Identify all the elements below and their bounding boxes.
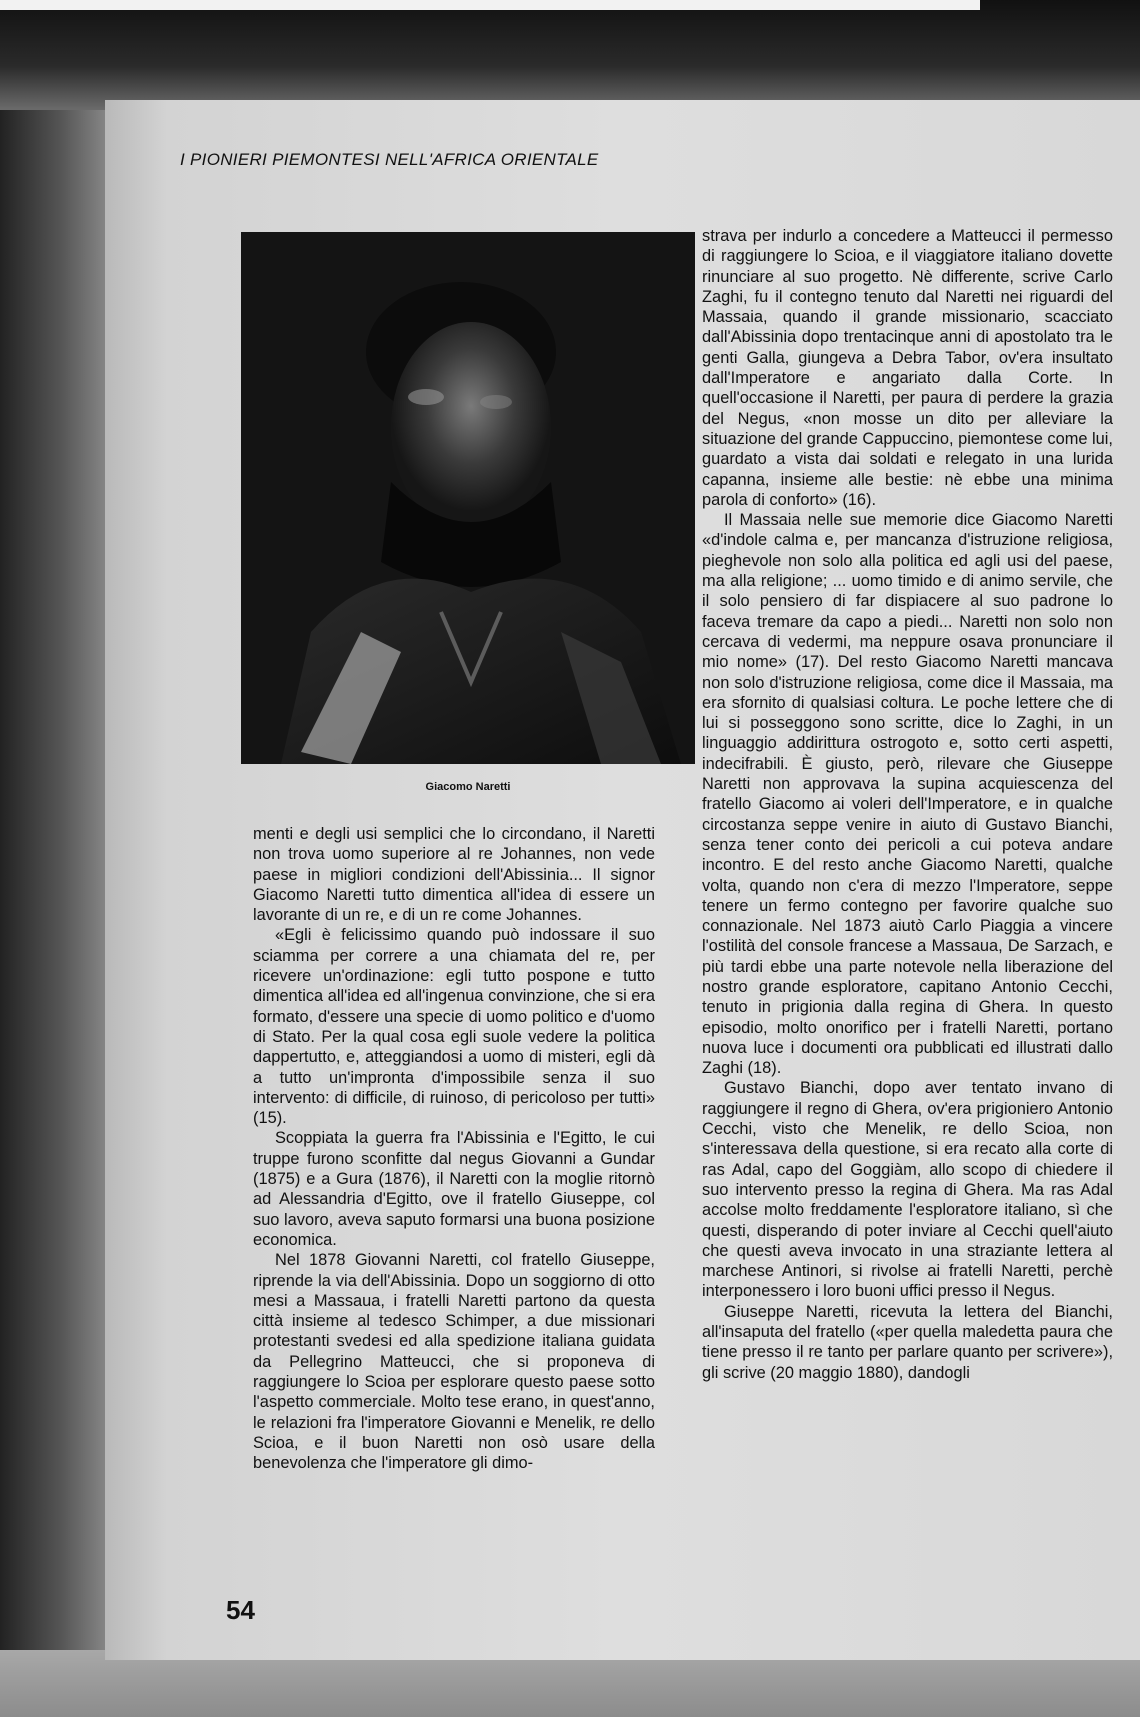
paragraph: Nel 1878 Giovanni Naretti, col fratello Giuseppe, riprende la via dell'Abissinia. Dopo un soggiorno di otto mesi a Massaua, i fratelli Naretti partono da questa città insieme al tedesco Schimper, a due missionari protestanti svedesi ed alla spedizione italiana guidata da Pellegrino Matteucci, che si proponeva di raggiungere lo Scioa per esplorare questo paese sotto l'aspetto commerciale. Molto tese erano, in quest'anno, le relazioni fra l'imperatore Giovanni e Menelik, re dello Scioa, e il buon Naretti non osò usare della benevolenza che l'imperatore gli dimo- xyxy=(253,1251,655,1473)
paragraph: strava per indurlo a concedere a Matteucci il permesso di raggiungere lo Scioa, e il viaggiatore italiano dovette rinunciare al suo progetto. Nè differente, scrive Carlo Zaghi, fu il contegno tenuto dal Naretti nei riguardi del Massaia, quando il grande missionario, scacciato dall'Abissinia dopo trentacinque anni di apostolato tra le genti Galla, giungeva a Debra Tabor, ov'era insultato dall'Imperatore e angariato dalla Corte. In quell'occasione il Naretti, per paura di perdere la grazia del Negus, «non mosse un dito per alleviare la situazione del grande Cappuccino, piemontese come lui, guardato a vista dai soldati e relegato in una lurida capanna, insieme alle bestie: nè ebbe una minima parola di conforto» (16). xyxy=(702,227,1113,509)
paragraph: Gustavo Bianchi, dopo aver tentato invano di raggiungere il regno di Ghera, ov'era prigioniero Antonio Cecchi, visto che Menelik, re dello Scioa, non s'interessava della questione, si era recato alla corte di ras Adal, capo del Goggiàm, allo scopo di chiedere il suo intervento presso la regina di Ghera. Ma ras Adal accolse molto freddamente l'esploratore italiano, sì che questi, disperando di poter inviare al Cecchi quell'aiuto che questi aveva invocato in una straziante lettera al marchese Antinori, si rivolse ai fratelli Naretti, perchè interponessero i loro buoni uffici presso il Negus. xyxy=(702,1079,1113,1301)
scan-top-shadow xyxy=(0,0,1140,110)
page-number: 54 xyxy=(226,1595,255,1625)
paragraph: Giuseppe Naretti, ricevuta la lettera del Bianchi, all'insaputa del fratello («per quella maledetta paura che tiene presso il re tanto per parlare quanto per scrivere»), gli scrive (20 maggio 1880), dandogli xyxy=(702,1302,1113,1382)
paragraph: Il Massaia nelle sue memorie dice Giacomo Naretti «d'indole calma e, per mancanza d'istruzione religiosa, pieghevole non solo alla politica ed agli usi del paese, ma alla religione; ... uomo timido e di animo servile, che il solo pensiero di far dispiacere al suo padrone lo faceva tremare da capo a piedi... Naretti non solo non cercava di vedermi, ma neppure osava pronunciare il mio nome» (17). Del resto Giacomo Naretti mancava non solo d'istruzione religiosa, come dice il Massaia, ma era sfornito di qualsiasi coltura. Le poche lettere che di lui si posseggono sono scritte, dice lo Zaghi, in un linguaggio addirittura ostrogoto e, sotto certi aspetti, indecifrabili. È giusto, però, rilevare che Giuseppe Naretti non approvava la supina acquiescenza del fratello Giacomo ai voleri dell'Imperatore, e in qualche circostanza seppe venire in aiuto di Gustavo Bianchi, senza tener conto dei pericoli a cui poteva andare incontro. E del resto anche Giacomo Naretti, qualche volta, quando non c'era di mezzo l'Imperatore, seppe tenere un fermo contegno per favorire qualche suo connazionale. Nel 1873 aiutò Carlo Piaggia a vincere l'ostilità del console francese a Massaua, De Sarzach, e più tardi ebbe una parte notevole nella liberazione del nostro grande esploratore, capitano Antonio Cecchi, tenuto in prigionia dalla regina di Ghera. In questo episodio, molto onorifico per i fratelli Naretti, portano nuova luce i documenti ora pubblicati ed illustrati dallo Zaghi (18). xyxy=(702,511,1113,1078)
running-head: I PIONIERI PIEMONTESI NELL'AFRICA ORIENTALE xyxy=(180,150,599,169)
paragraph: Scoppiata la guerra fra l'Abissinia e l'Egitto, le cui truppe furono sconfitte dal negus Giovanni a Gundar (1875) e a Gura (1876), il Naretti con la moglie ritornò ad Alessandria d'Egitto, ove il fratello Giuseppe, col suo lavoro, aveva saputo formarsi una buona posizione economica. xyxy=(253,1129,655,1249)
scan-left-edge xyxy=(0,110,110,1717)
scan-bottom-edge xyxy=(0,1650,1140,1717)
text-column-left xyxy=(253,824,655,1474)
portrait-photo xyxy=(241,232,695,764)
portrait-image xyxy=(241,232,695,764)
paragraph: «Egli è felicissimo quando può indossare il suo sciamma per correre a una chiamata del re, per ricevere un'ordinazione: egli tutto pospone e tutto dimentica all'idea ed all'ingenua convinzione, che si era formato, d'essere una specie di uomo politico e d'uomo di Stato. Per la qual cosa egli suole vedere la politica dappertutto, e, atteggiandosi a uomo di misteri, egli dà a tutto un'impronta d'impossibile senza il suo intervento: di difficile, di ruinoso, di pericoloso per tutti» (15). xyxy=(253,926,655,1128)
photo-caption: Giacomo Naretti xyxy=(425,781,511,793)
text-column-right xyxy=(702,226,1113,1383)
paragraph: menti e degli usi semplici che lo circondano, il Naretti non trova uomo superiore al re Johannes, non vede paese in migliori condizioni dell'Abissinia... Il signor Giacomo Naretti tutto dimentica all'idea di essere un lavorante di un re, e di un re come Johannes. xyxy=(253,825,655,925)
scan-top-strip xyxy=(0,0,980,10)
